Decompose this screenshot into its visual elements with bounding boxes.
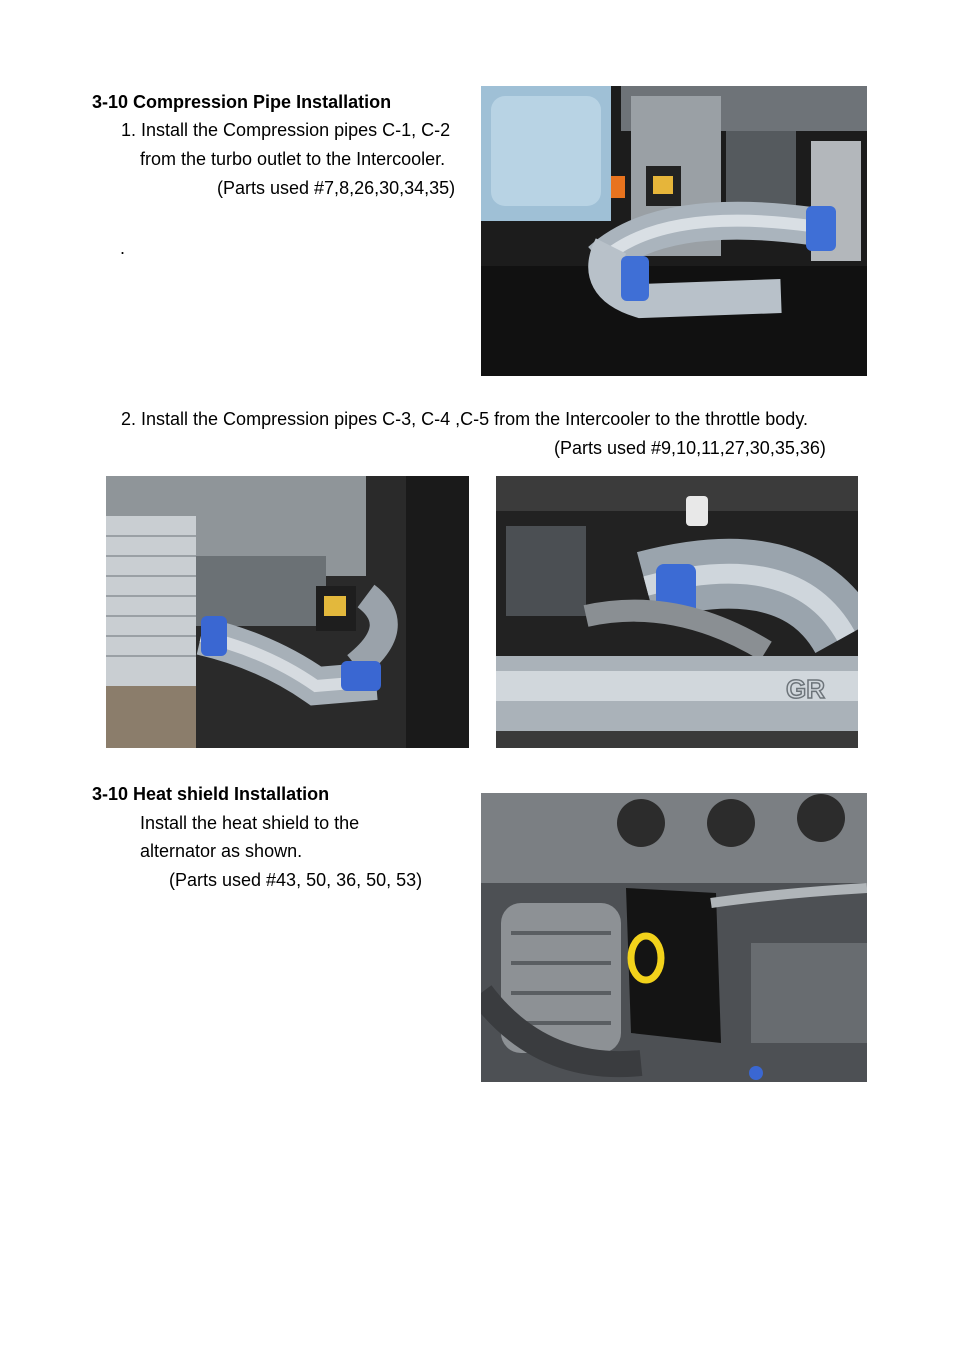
section-heading-heat-shield: 3-10 Heat shield Installation: [92, 784, 330, 804]
stray-period: .: [120, 238, 126, 258]
step2-parts-used: (Parts used #9,10,11,27,30,35,36): [554, 438, 826, 458]
heat-shield-text-line2: alternator as shown.: [140, 841, 303, 861]
step1-parts-used: (Parts used #7,8,26,30,34,35): [217, 178, 456, 198]
photo-throttle-body-pipe: [496, 476, 858, 748]
heat-shield-text-line1: Install the heat shield to the: [140, 813, 360, 833]
step1-text-line1: 1. Install the Compression pipes C-1, C-2: [121, 120, 451, 140]
photo-intercooler-pipe: [106, 476, 469, 748]
photo-heat-shield-alternator: [481, 793, 867, 1082]
photo3-logo-text: GR: [786, 674, 825, 704]
step2-text: 2. Install the Compression pipes C-3, C-4 ,C-5 from the Intercooler to the throttle body.: [121, 409, 808, 429]
section-heading-compression-pipe: 3-10 Compression Pipe Installation: [92, 92, 392, 112]
photo-compression-pipes-c1-c2: [481, 86, 867, 376]
step1-text-line2: from the turbo outlet to the Intercooler.: [140, 149, 446, 169]
heat-shield-parts-used: (Parts used #43, 50, 36, 50, 53): [169, 870, 423, 890]
